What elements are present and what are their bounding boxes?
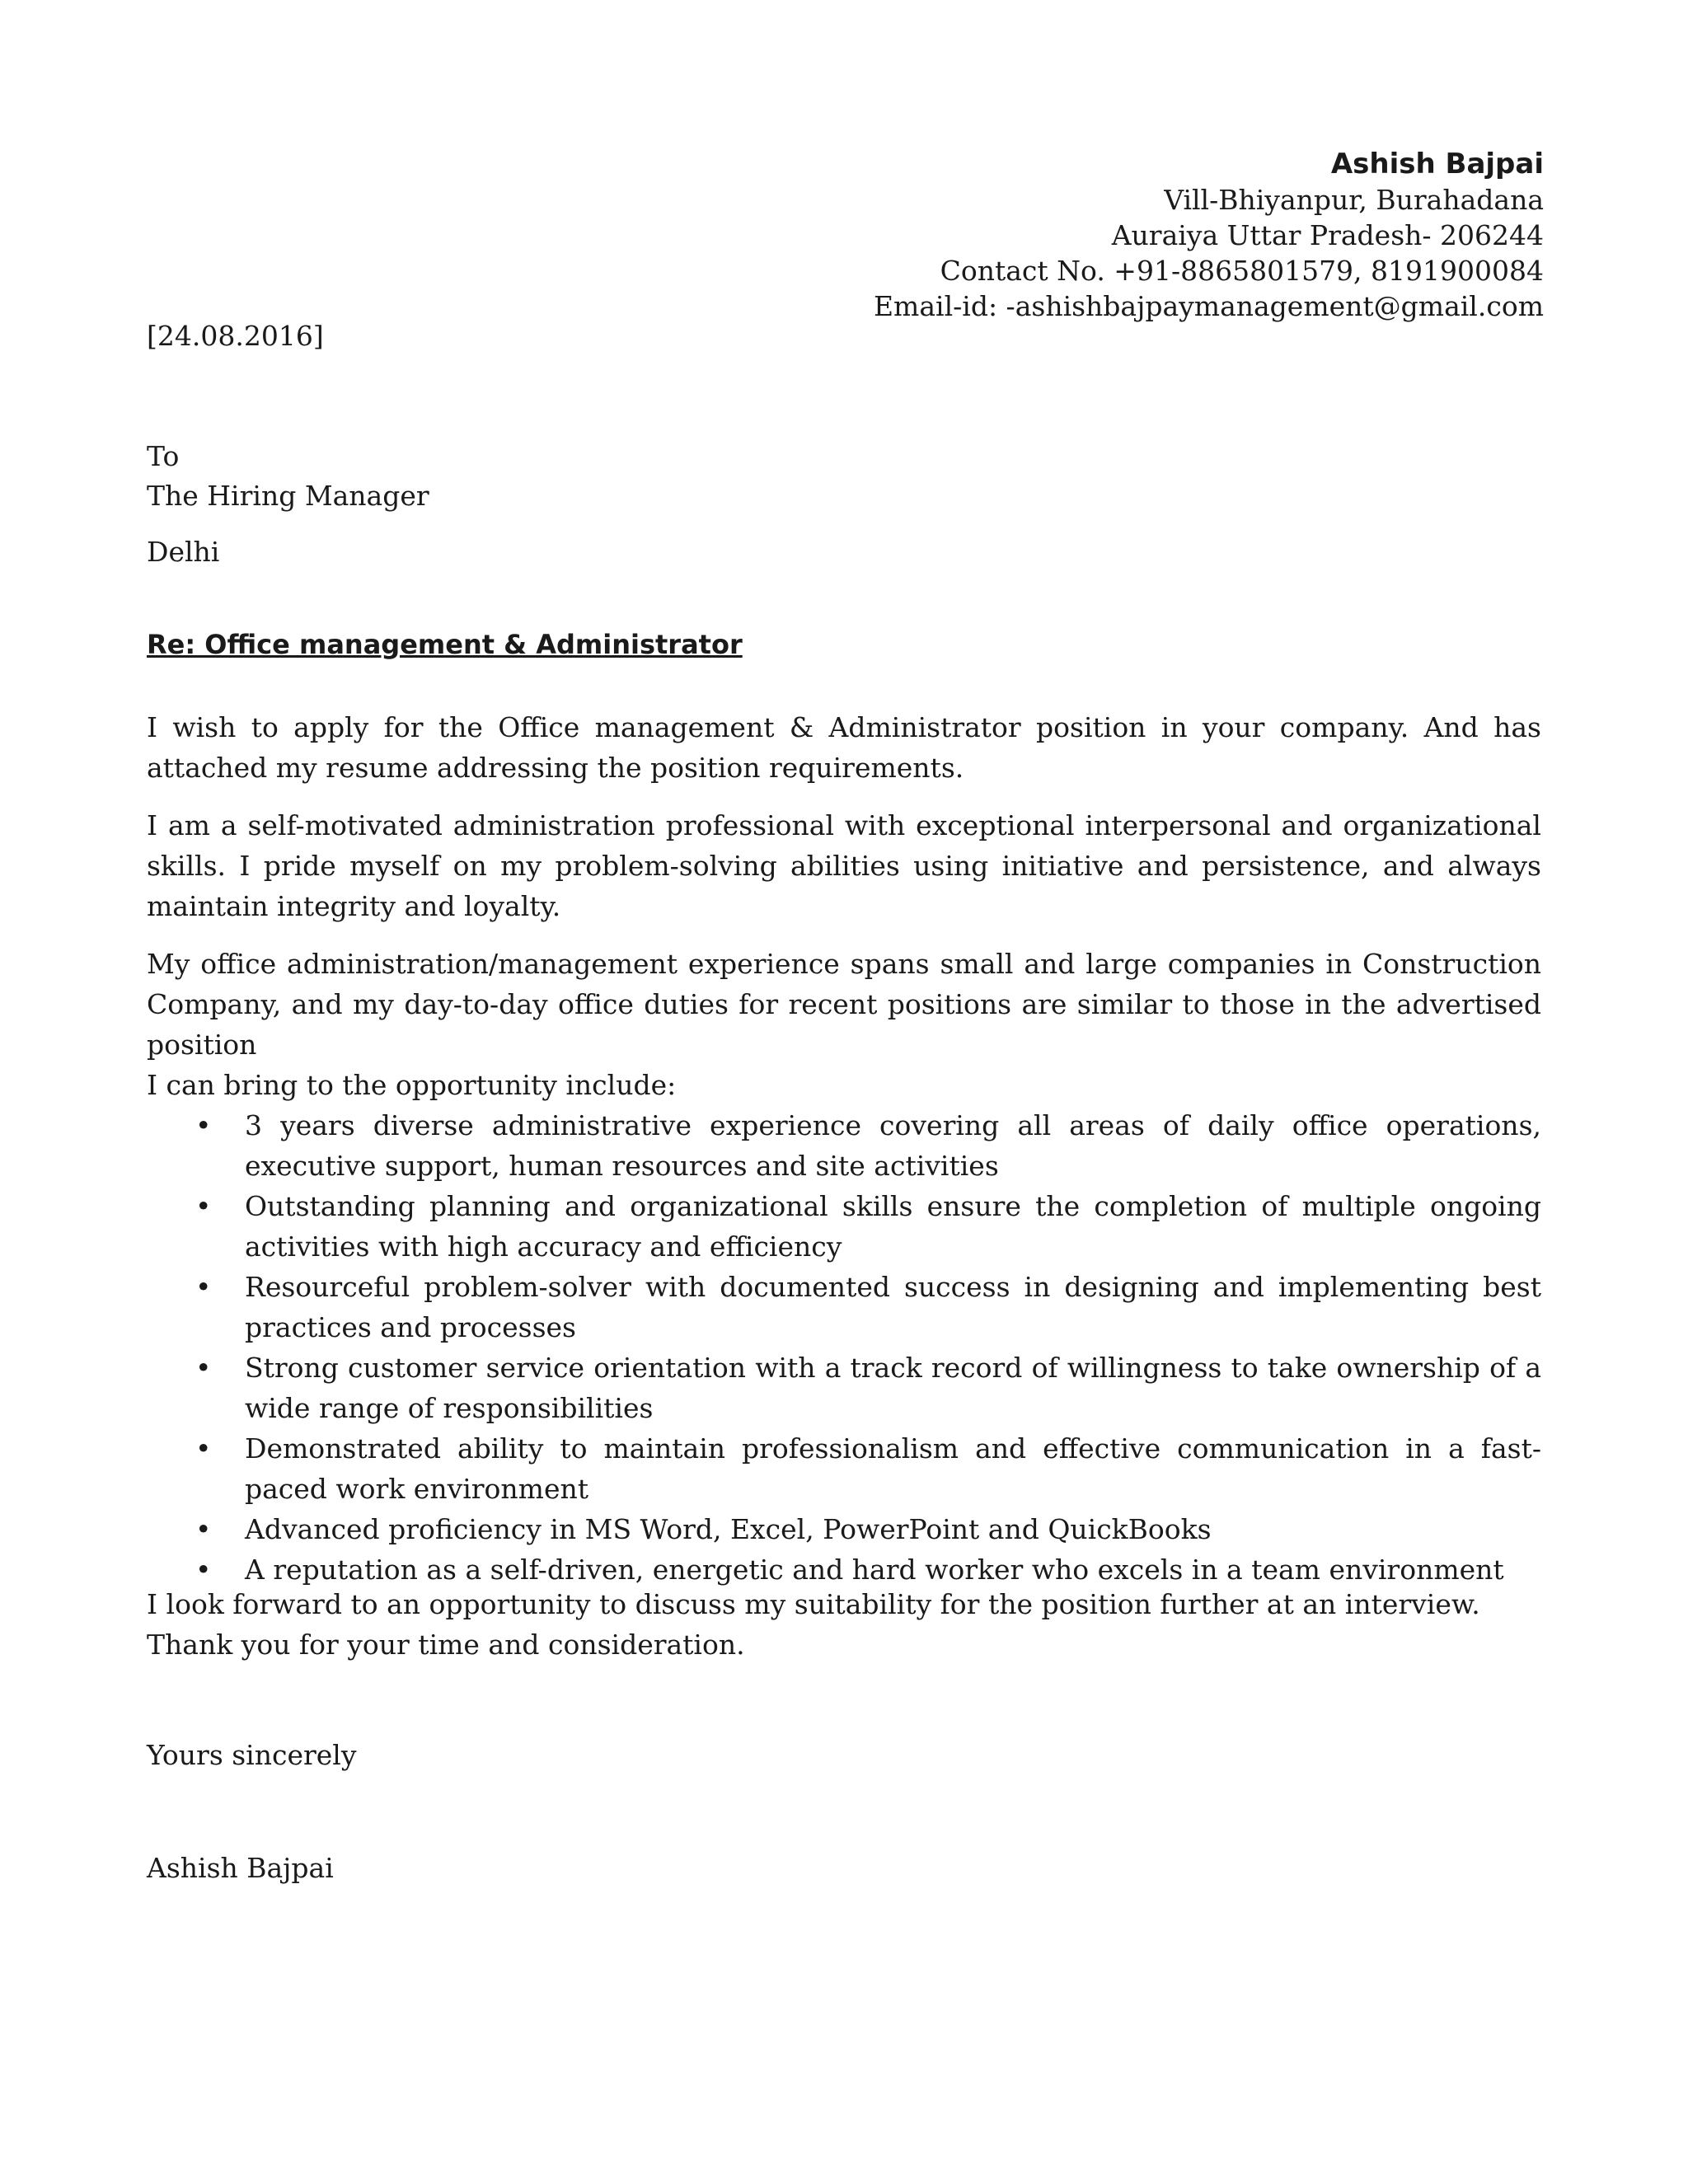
list-item [195, 1509, 1541, 1549]
list-item [195, 1186, 1541, 1267]
closing-block [147, 1584, 1480, 1665]
letter-body [147, 707, 1541, 1590]
bullet-icon: • [195, 1109, 212, 1141]
bullet-icon: • [195, 1513, 212, 1545]
bullet-icon: • [195, 1190, 212, 1222]
letter-date: [24.08.2016] [147, 320, 324, 352]
body-paragraph: My office administration/management experience spans small and large companies in Construction Company, and my day-to-day office duties for recent positions are similar to those in the advertised position [147, 948, 1541, 1061]
list-item-text: Resourceful problem-solver with documented success in designing and implementing best practices and processes [245, 1271, 1541, 1343]
body-paragraph: I can bring to the opportunity include: [147, 1069, 677, 1101]
signoff: Yours sincerely [147, 1739, 357, 1771]
closing-line: Thank you for your time and consideration. [147, 1629, 745, 1661]
recipient-to: To [147, 440, 180, 472]
body-paragraph: I am a self-motivated administration professional with exceptional interpersonal and organizational skills. I pride myself on my problem-solving abilities using initiative and persistence, and always maintain integrity and loyalty. [147, 809, 1541, 922]
list-item-text: 3 years diverse administrative experience covering all areas of daily office operations, executive support, human resources and site activities [245, 1109, 1541, 1182]
bullet-icon: • [195, 1352, 212, 1384]
list-item [195, 1428, 1541, 1509]
sender-name: Ashish Bajpai [1330, 148, 1544, 180]
list-item-text: Advanced proficiency in MS Word, Excel, PowerPoint and QuickBooks [245, 1513, 1212, 1545]
list-item-text: Demonstrated ability to maintain professionalism and effective communication in a fast-paced work environment [245, 1432, 1541, 1505]
signature-name: Ashish Bajpai [147, 1852, 334, 1884]
recipient-title: The Hiring Manager [147, 480, 429, 512]
body-paragraph: I wish to apply for the Office management & Administrator position in your company. And has attached my resume addressing the position requirements. [147, 711, 1541, 784]
list-item-text: Outstanding planning and organizational skills ensure the completion of multiple ongoing activities with high accuracy and efficiency [245, 1190, 1541, 1263]
list-item [195, 1347, 1541, 1428]
list-item [195, 1267, 1541, 1347]
sender-block [874, 147, 1544, 324]
list-item-text: A reputation as a self-driven, energetic and hard worker who excels in a team environment [245, 1554, 1504, 1586]
recipient-city: Delhi [147, 536, 220, 568]
list-item [195, 1105, 1541, 1186]
qualifications-list [147, 1105, 1541, 1590]
list-item-text: Strong customer service orientation with a track record of willingness to take ownership of a wide range of responsibilities [245, 1352, 1541, 1424]
closing-line: I look forward to an opportunity to discuss my suitability for the position further at an interview. [147, 1588, 1480, 1620]
sender-address-line1: Vill-Bhiyanpur, Burahadana [1164, 184, 1544, 216]
bullet-icon: • [195, 1554, 212, 1586]
sender-address-line2: Auraiya Uttar Pradesh- 206244 [1111, 219, 1544, 251]
bullet-icon: • [195, 1432, 212, 1465]
subject-line: Re: Office management & Administrator [147, 629, 743, 660]
sender-email: Email-id: -ashishbajpaymanagement@gmail.com [873, 290, 1544, 322]
bullet-icon: • [195, 1271, 212, 1303]
recipient-block [147, 437, 429, 572]
sender-contact: Contact No. +91-8865801579, 8191900084 [940, 255, 1544, 287]
